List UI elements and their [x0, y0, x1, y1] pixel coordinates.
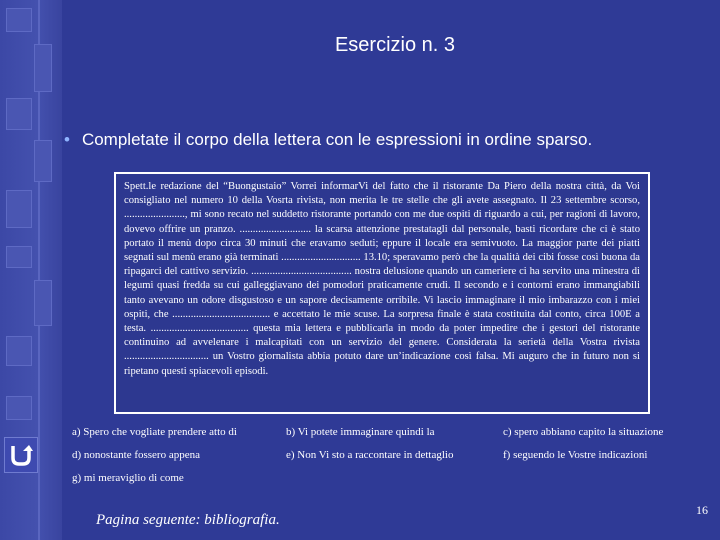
option-b: b) Vi potete immaginare quindi la [286, 426, 435, 438]
return-arrow-glyph [9, 442, 33, 468]
decor-box [34, 280, 52, 326]
next-page-link[interactable]: Pagina seguente: bibliografia. [96, 512, 280, 528]
return-arrow-icon[interactable] [4, 437, 38, 473]
left-decorative-strip [0, 0, 62, 540]
option-c: c) spero abbiano capito la situazione [503, 426, 664, 438]
slide-title: Esercizio n. 3 [334, 34, 456, 56]
option-e: e) Non Vi sto a raccontare in dettaglio [286, 449, 454, 461]
page-number: 16 [696, 503, 708, 517]
decor-box [6, 98, 32, 130]
decor-box [6, 396, 32, 420]
bullet-icon: • [64, 130, 70, 149]
option-d: d) nonostante fossero appena [72, 449, 200, 461]
option-g: g) mi meraviglio di come [72, 472, 184, 484]
option-f: f) seguendo le Vostre indicazioni [503, 449, 648, 461]
option-a: a) Spero che vogliate prendere atto di [72, 426, 237, 438]
letter-body: Spett.le redazione del “Buongustaio” Vorrei informarVi del fatto che il ristorante Da Piero della nostra città, da Voi consigliato nel numero 10 della Vosrta rivista, non merita le tre stelle che gli avete assegnato. Il 23 settembre scorso, ......................., mi sono recato nel suddetto ristorante portando con me due ospiti di riguardo a cui, per ragioni di lavoro, dovevo offrire un pranzo. ........................... la scarsa attenzione prestatagli dal personale, basti ricordare che ci è stato portato il menù dopo circa 30 minuti che eravamo seduti; eppure il locale era semivuoto. La maggior parte dei piatti segnati sul menù erano già terminati .............................. 13.10; speravamo però che la qualità dei cibi fosse così buona da ripagarci del cattivo servizio. ...................................... nostra delusione quando un cameriere ci ha servito una minestra di legumi quasi fredda su cui galleggiavano dei pomodori praticamente crudi. Il secondo e i contorni erano immangiabili tanto avevano un odore disgustoso e un sapore decisamente orribile. Vi lascio immaginare il mio imbarazzo con i miei ospiti, che ..................................... e accettato le mie scuse. La sorpresa finale è stata costituita dal conto, circa 100E a testa. ..................................... questa mia lettera e pubblicarla in modo da poter impedire che i gestori del ristorante continuino ad avvelenare i malcapitati con un servizio del genere. Considerata la serietà della Vostra rivista ................................ un Vostro giornalista abbia potuto dare un’indicazione così falsa. Mi auguro che in futuro non si ripetano questi spiacevoli episodi. [114, 172, 650, 414]
instruction-bullet [64, 130, 592, 150]
decor-box [6, 8, 32, 32]
decor-box [6, 246, 32, 268]
instruction-text: Completate il corpo della lettera con le espressioni in ordine sparso. [81, 130, 593, 149]
decor-box [34, 140, 52, 182]
decor-box [6, 336, 32, 366]
decor-box [6, 190, 32, 228]
decor-box [34, 44, 52, 92]
